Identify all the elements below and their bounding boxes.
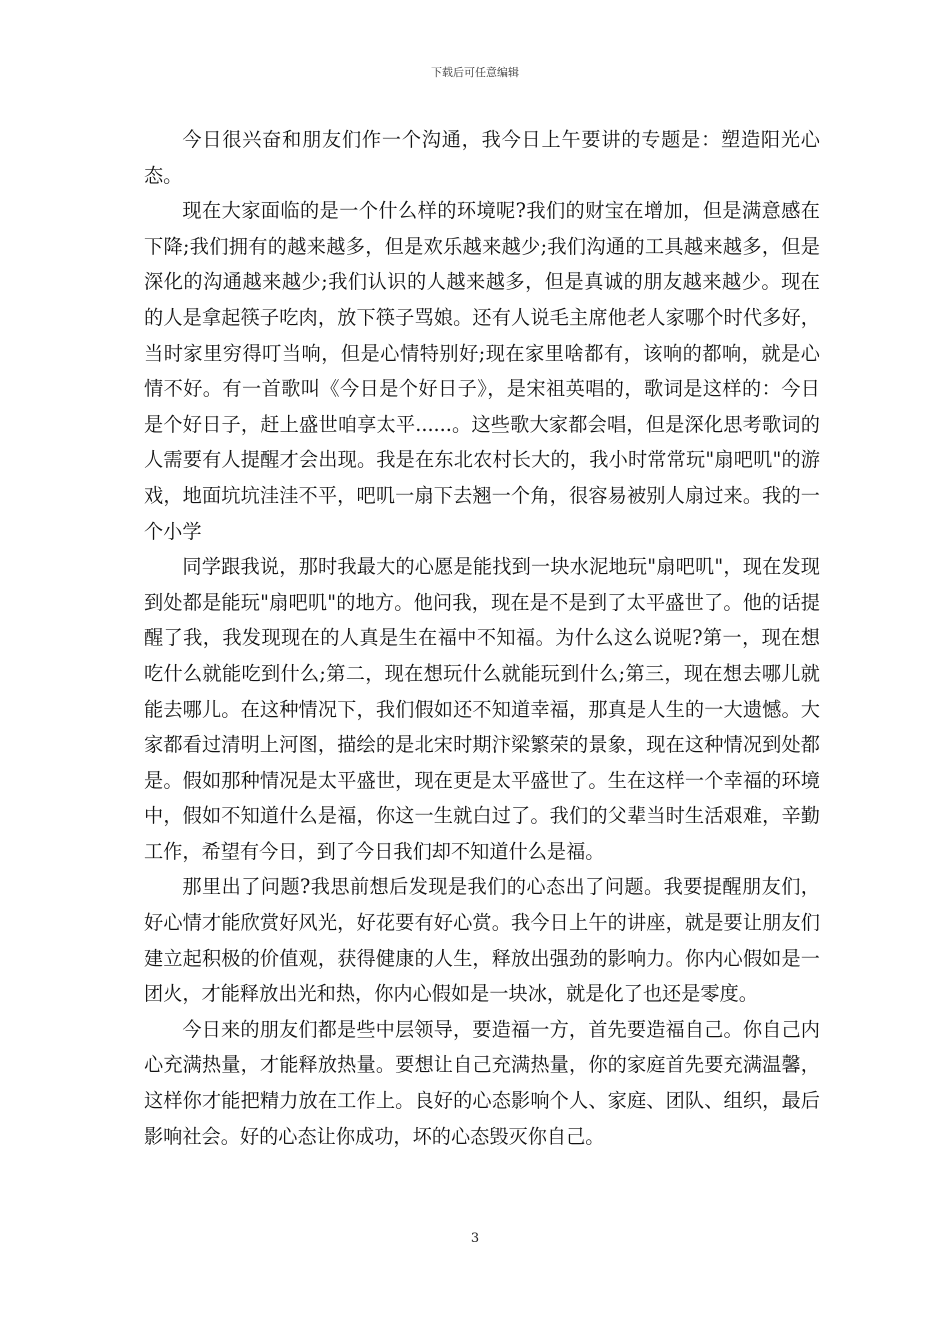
document-body	[144, 122, 820, 1154]
paragraph: 那里出了问题?我思前想后发现是我们的心态出了问题。我要提醒朋友们，好心情才能欣赏好风光，好花要有好心赏。我今日上午的讲座，就是要让朋友们建立起积极的价值观，获得健康的人生，释放出强劲的影响力。你内心假如是一团火，才能释放出光和热，你内心假如是一块冰，就是化了也还是零度。	[144, 875, 820, 1006]
paragraph: 现在大家面临的是一个什么样的环境呢?我们的财宝在增加，但是满意感在下降;我们拥有的越来越多，但是欢乐越来越少;我们沟通的工具越来越多，但是深化的沟通越来越少;我们认识的人越来越多，但是真诚的朋友越来越少。现在的人是拿起筷子吃肉，放下筷子骂娘。还有人说毛主席他老人家哪个时代多好，当时家里穷得叮当响，但是心情特别好;现在家里啥都有，该响的都响，就是心情不好。有一首歌叫《今日是个好日子》，是宋祖英唱的，歌词是这样的：今日是个好日子，赶上盛世咱享太平......。这些歌大家都会唱，但是深化思考歌词的人需要有人提醒才会出现。我是在东北农村长大的，我小时常常玩"扇吧叽"的游戏，地面坑坑洼洼不平，吧叽一扇下去翘一个角，很容易被别人扇过来。我的一个小学	[144, 199, 820, 543]
paragraph: 今日来的朋友们都是些中层领导，要造福一方，首先要造福自己。你自己内心充满热量，才能释放热量。要想让自己充满热量，你的家庭首先要充满温馨，这样你才能把精力放在工作上。良好的心态影响个人、家庭、团队、组织，最后影响社会。好的心态让你成功，坏的心态毁灭你自己。	[144, 1017, 820, 1148]
page-header: 下载后可任意编辑	[431, 66, 519, 79]
page-number: 3	[470, 1231, 480, 1246]
paragraph: 今日很兴奋和朋友们作一个沟通，我今日上午要讲的专题是：塑造阳光心态。	[144, 128, 820, 187]
paragraph: 同学跟我说，那时我最大的心愿是能找到一块水泥地玩"扇吧叽"，现在发现到处都是能玩"扇吧叽"的地方。他问我，现在是不是到了太平盛世了。他的话提醒了我，我发现现在的人真是生在福中不知福。为什么这么说呢?第一，现在想吃什么就能吃到什么;第二，现在想玩什么就能玩到什么;第三，现在想去哪儿就能去哪儿。在这种情况下，我们假如还不知道幸福，那真是人生的一大遗憾。大家都看过清明上河图，描绘的是北宋时期汴梁繁荣的景象，现在这种情况到处都是。假如那种情况是太平盛世，现在更是太平盛世了。生在这样一个幸福的环境中，假如不知道什么是福，你这一生就白过了。我们的父辈当时生活艰难，辛勤工作，希望有今日，到了今日我们却不知道什么是福。	[144, 555, 820, 863]
